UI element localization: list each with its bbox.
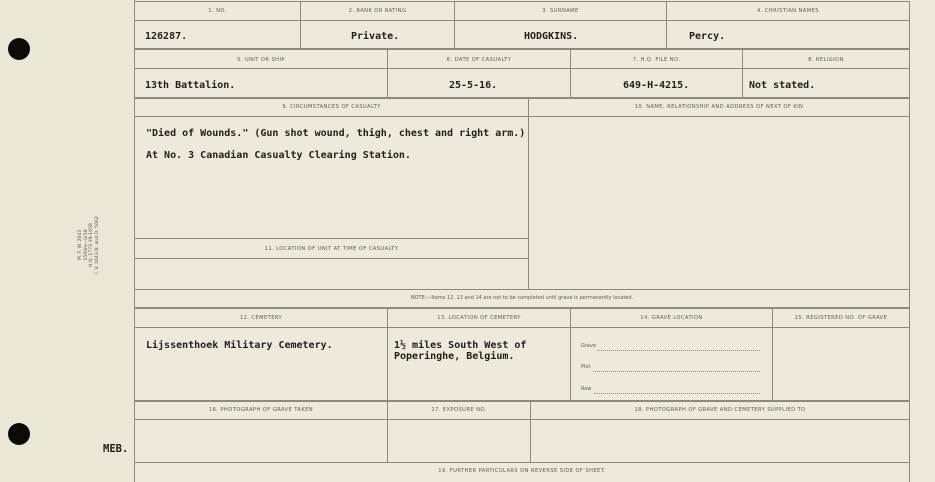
punch-hole-top <box>8 38 30 60</box>
rule <box>135 97 909 99</box>
label-grave-location: 14. GRAVE LOCATION <box>640 315 703 321</box>
rule <box>135 400 909 402</box>
christian-names-value: Percy. <box>689 31 726 42</box>
rank-value: Private. <box>351 31 400 42</box>
label-photo-taken: 16. PHOTOGRAPH OF GRAVE TAKEN <box>208 407 314 413</box>
service-number: 126287. <box>145 31 188 42</box>
label-surname: 3. SURNAME <box>542 8 579 14</box>
label-date-casualty: 6. DATE OF CASUALTY <box>446 57 512 63</box>
rule <box>528 97 529 289</box>
location-cemetery-line-1: 1½ miles South West of <box>394 340 527 351</box>
circumstances-line-2: At No. 3 Canadian Casualty Clearing Station. <box>146 150 411 161</box>
rule <box>135 258 528 259</box>
rule <box>742 48 743 97</box>
rule <box>135 1 909 2</box>
label-circumstances: 9. CIRCUMSTANCES OF CASUALTY <box>282 104 381 110</box>
rule <box>135 48 909 50</box>
rule <box>570 48 571 97</box>
rule <box>135 419 909 420</box>
label-unit: 5. UNIT OR SHIP <box>237 57 285 63</box>
punch-hole-bottom <box>8 423 30 445</box>
completion-note: NOTE:—Items 12, 13 and 14 are not to be completed until grave is permanently located. <box>410 295 634 301</box>
rule <box>135 307 909 309</box>
label-religion: 8. RELIGION <box>808 57 844 63</box>
rule <box>135 68 909 69</box>
rule <box>135 289 909 290</box>
rule <box>135 327 909 328</box>
card-margin <box>0 0 134 482</box>
grave-label: Grave <box>581 343 597 349</box>
label-no: 1. NO. <box>208 8 227 14</box>
rule <box>387 307 388 462</box>
label-cemetery: 12. CEMETERY <box>239 315 283 321</box>
label-registered-no: 15. REGISTERED NO. OF GRAVE <box>794 315 888 321</box>
row-label: Row <box>581 386 592 392</box>
rule <box>135 116 909 117</box>
label-rank: 2. RANK OR RATING <box>348 8 407 14</box>
rule <box>387 48 388 97</box>
clerk-initials: MEB. <box>103 443 129 455</box>
surname-value: HODGKINS. <box>524 31 579 42</box>
religion-value: Not stated. <box>749 80 816 91</box>
rule <box>135 238 528 239</box>
grave-line <box>597 350 760 351</box>
label-photo-supplied: 18. PHOTOGRAPH OF GRAVE AND CEMETERY SUPPLIED TO <box>634 407 806 413</box>
hq-file-value: 649-H-4215. <box>623 80 690 91</box>
rule <box>135 462 909 463</box>
rule <box>909 1 910 482</box>
label-exposure: 17. EXPOSURE NO. <box>431 407 487 413</box>
label-location-unit: 11. LOCATION OF UNIT AT TIME OF CASUALTY <box>264 246 399 252</box>
label-location-cemetery: 13. LOCATION OF CEMETERY <box>437 315 521 321</box>
label-hq-file: 7. H.Q. FILE NO. <box>632 57 681 63</box>
row-line <box>594 393 760 394</box>
rule <box>135 20 909 21</box>
unit-value: 13th Battalion. <box>145 80 236 91</box>
plot-line <box>593 371 760 372</box>
plot-label: Plot <box>581 364 591 370</box>
label-christian-names: 4. CHRISTIAN NAMES <box>756 8 819 14</box>
form-print-reference: M. F. W. 2643 1500m—6/19 H.Q. 1772-39-1658 I. V. 1643.N. and D. 5662 <box>77 216 100 274</box>
label-next-of-kin: 10. NAME, RELATIONSHIP AND ADDRESS OF NEXT OF KIN <box>634 104 804 110</box>
date-casualty-value: 25-5-16. <box>449 80 498 91</box>
label-further-particulars: 19. FURTHER PARTICULARS ON REVERSE SIDE OF SHEET. <box>438 468 606 474</box>
location-cemetery-line-2: Poperinghe, Belgium. <box>394 351 515 362</box>
circumstances-line-1: "Died of Wounds." (Gun shot wound, thigh, chest and right arm.) <box>146 128 526 139</box>
cemetery-value: Lijssenthoek Military Cemetery. <box>146 340 333 351</box>
